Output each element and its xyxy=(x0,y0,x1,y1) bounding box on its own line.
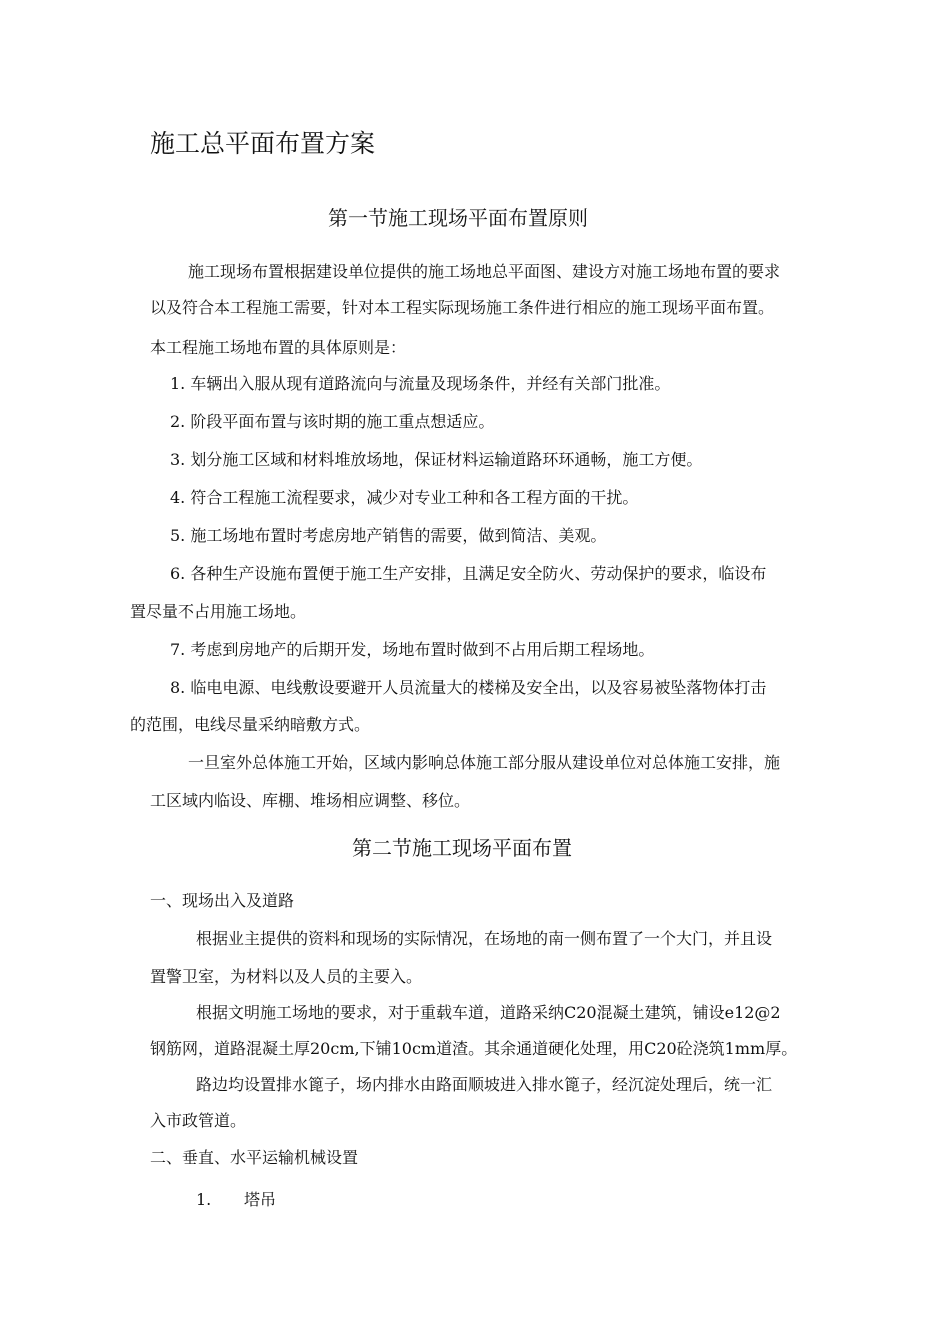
roads-para3-line-2: 入市政管道。 xyxy=(150,1111,247,1130)
intro-line-1: 施工现场布置根据建设单位提供的施工场地总平面图、建设方对施工场地布置的要求 xyxy=(188,262,781,281)
item-1-tower-crane: 塔吊 xyxy=(244,1190,277,1209)
principle-1: 1. 车辆出入服从现有道路流向与流量及现场条件，并经有关部门批准。 xyxy=(170,374,671,393)
closing-line-1: 一旦室外总体施工开始，区域内影响总体施工部分服从建设单位对总体施工安排，施 xyxy=(188,753,781,772)
principle-5: 5. 施工场地布置时考虑房地产销售的需要，做到简洁、美观。 xyxy=(170,526,607,545)
intro-line-3: 本工程施工场地布置的具体原则是： xyxy=(150,338,407,357)
roads-para2-line-1: 根据文明施工场地的要求，对于重载车道，道路采纳C20混凝土建筑，铺设e12@2 xyxy=(196,1003,781,1022)
section1-heading: 第一节施工现场平面布置原则 xyxy=(328,206,588,230)
principle-8-line-1: 8. 临电电源、电线敷设要避开人员流量大的楼梯及安全出，以及容易被坠落物体打击 xyxy=(170,678,767,697)
closing-line-2: 工区域内临设、库棚、堆场相应调整、移位。 xyxy=(150,791,471,810)
roads-para1-line-1: 根据业主提供的资料和现场的实际情况，在场地的南一侧布置了一个大门，并且设 xyxy=(196,929,773,948)
item-1-number: 1. xyxy=(196,1190,212,1209)
document-title: 施工总平面布置方案 xyxy=(150,129,376,158)
section2-heading: 第二节施工现场平面布置 xyxy=(352,836,572,860)
roads-para1-line-2: 置警卫室，为材料以及人员的主要入。 xyxy=(150,967,423,986)
roads-para3-line-1: 路边均设置排水篦子，场内排水由路面顺坡进入排水篦子，经沉淀处理后，统一汇 xyxy=(196,1075,773,1094)
principle-6-line-2: 置尽量不占用施工场地。 xyxy=(130,602,307,621)
principle-3: 3. 划分施工区域和材料堆放场地，保证材料运输道路环环通畅，施工方便。 xyxy=(170,450,703,469)
intro-line-2: 以及符合本工程施工需要，针对本工程实际现场施工条件进行相应的施工现场平面布置。 xyxy=(150,298,775,317)
roads-para2-line-2: 钢筋网，道路混凝土厚20cm,下铺10cm道渣。其余通道硬化处理，用C20砼浇筑1mm厚。 xyxy=(150,1039,798,1058)
subheading-entrance-roads: 一、现场出入及道路 xyxy=(150,891,295,910)
principle-8-line-2: 的范围，电线尽量采纳暗敷方式。 xyxy=(130,715,371,734)
principle-2: 2. 阶段平面布置与该时期的施工重点想适应。 xyxy=(170,412,495,431)
principle-7: 7. 考虑到房地产的后期开发，场地布置时做到不占用后期工程场地。 xyxy=(170,640,655,659)
principle-6-line-1: 6. 各种生产设施布置便于施工生产安排，且满足安全防火、劳动保护的要求，临设布 xyxy=(170,564,767,583)
subheading-transport-machinery: 二、垂直、水平运输机械设置 xyxy=(150,1148,359,1167)
principle-4: 4. 符合工程施工流程要求，减少对专业工种和各工程方面的干扰。 xyxy=(170,488,639,507)
